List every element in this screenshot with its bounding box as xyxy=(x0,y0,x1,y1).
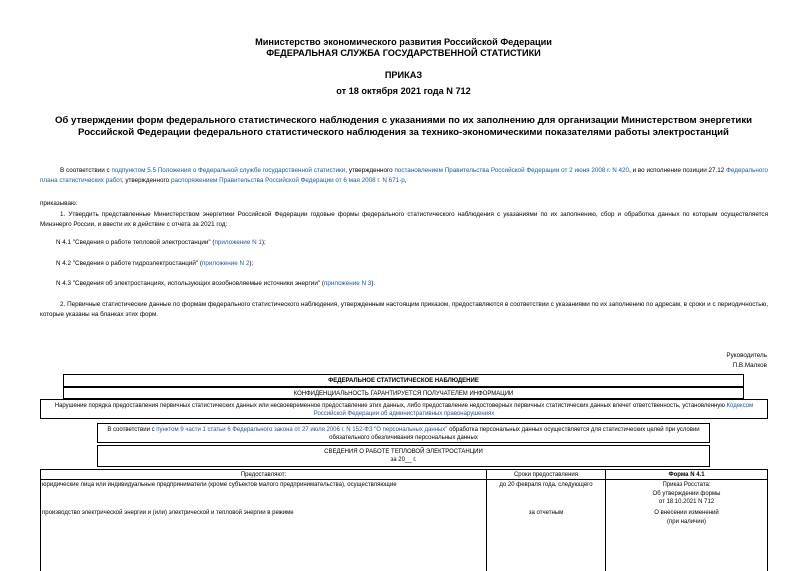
intro-text-4: , утвержденного xyxy=(121,177,171,184)
law-text-2: обработка персональных данных осуществляется для статистических целей при условии обязательного обезличивания персональных данных xyxy=(329,427,700,441)
form-item-4-2 xyxy=(56,259,756,269)
row1-providers: юридические лица или индивидуальные предприниматели (кроме субъектов малого предпринимательства), осуществляющие xyxy=(42,482,397,488)
report-year: за 20__ г. xyxy=(390,457,417,463)
signature-name: П.В.Малков xyxy=(732,362,767,369)
form-info-line-1: Приказ Росстата: xyxy=(662,482,711,488)
table-col-deadlines xyxy=(486,479,606,571)
form-4-2-end: ); xyxy=(249,260,254,267)
row1-deadline: до 20 февраля года, следующего xyxy=(499,482,593,488)
link-government-order-671[interactable]: распоряжением Правительства Российской Федерации от 6 мая 2008 г. N 671-р xyxy=(170,177,405,184)
row2-providers: производство электрической энергии и (или) электрической и тепловой энергии в режиме xyxy=(42,510,294,516)
table-header-form-number: Форма N 4.1 xyxy=(605,469,768,480)
intro-text-3: , и во исполнение позиции 27.12 xyxy=(629,167,727,174)
doc-type: ПРИКАЗ xyxy=(384,70,423,80)
form-info-line-3: от 18.10.2021 N 712 xyxy=(658,499,715,505)
form-info-line-5: (при наличии) xyxy=(667,519,706,525)
service-name: ФЕДЕРАЛЬНАЯ СЛУЖБА ГОСУДАРСТВЕННОЙ СТАТИСТИКИ xyxy=(266,48,541,58)
report-title-box xyxy=(97,445,710,467)
link-government-decree-420[interactable]: постановлением Правительства Российской Федерации от 2 июня 2008 г. N 420 xyxy=(394,167,630,174)
form-4-3-text: N 4.3 "Сведения об электростанциях, использующих возобновляемые источники энергии" ( xyxy=(56,280,324,287)
table-header-deadlines: Сроки предоставления xyxy=(486,469,606,480)
order-word: приказываю: xyxy=(40,200,78,207)
link-personal-data-law[interactable]: пунктом 9 части 1 статьи 6 Федерального закона от 27 июля 2006 г. N 152-ФЗ "О персональных данных" xyxy=(156,427,448,433)
link-federal-plan[interactable]: Федерального плана статистических работ xyxy=(40,167,768,184)
document-title: Об утверждении форм федерального статистического наблюдения с указаниями по их заполнению для организации Министерством энергетики Российской Федерации федерального статистического наблюдения за технико-экономическими показателями работы электростанций xyxy=(54,115,753,138)
form-4-2-text: N 4.2 "Сведения о работе гидроэлектростанций" ( xyxy=(56,260,202,267)
confidentiality-box: КОНФИДЕНЦИАЛЬНОСТЬ ГАРАНТИРУЕТСЯ ПОЛУЧАТЕЛЕМ ИНФОРМАЦИИ xyxy=(63,387,744,399)
violation-text: Нарушение порядка предоставления первичных статистических данных или несвоевременное предоставление этих данных, либо предоставление недостоверных первичных статистических данных влечет ответственность, установленную xyxy=(54,403,727,409)
form-item-4-1 xyxy=(56,238,756,248)
link-admin-code[interactable]: Кодексом Российской Федерации об административных правонарушениях xyxy=(313,403,754,417)
federal-observation-box: ФЕДЕРАЛЬНОЕ СТАТИСТИЧЕСКОЕ НАБЛЮДЕНИЕ xyxy=(63,374,744,387)
order-item-2: 2. Первичные статистические данные по формам федерального статистического наблюдения, утвержденным настоящим приказом, предоставляются в соответствии с указаниями по их заполнению по адресам, в сроки и с периодичностью, которые указаны на бланках этих форм. xyxy=(40,301,768,318)
row2-deadline: за отчетным xyxy=(528,510,564,516)
form-4-3-end: ). xyxy=(371,280,376,287)
personal-data-box xyxy=(97,423,710,443)
violation-box xyxy=(40,399,768,419)
order-item-1: 1. Утвердить представленные Министерством энергетики Российской Федерации годовые формы федерального статистического наблюдения с указаниями по их заполнению, сбор и обработка данных по которым осуществляется Минэнерго России, и ввести их в действие с отчета за 2021 год: xyxy=(40,211,768,228)
link-appendix-2[interactable]: приложение N 2 xyxy=(201,260,250,267)
table-col-providers xyxy=(40,479,487,571)
form-item-4-3 xyxy=(56,279,756,289)
intro-text-5: , xyxy=(404,177,407,184)
intro-paragraph xyxy=(40,166,768,186)
intro-text-1: В соответствии с xyxy=(60,167,112,174)
doc-date: от 18 октября 2021 года N 712 xyxy=(336,86,471,96)
law-text-1: В соответствии с xyxy=(107,427,157,433)
table-header-providers: Предоставляют: xyxy=(40,469,487,480)
link-subparagraph-5-5[interactable]: подпунктом 5.5 Положения о Федеральной службе государственной статистики xyxy=(111,167,346,174)
form-4-1-text: N 4.1 "Сведения о работе тепловой электростанции" ( xyxy=(56,239,215,246)
form-info-line-2: Об утверждении формы xyxy=(652,491,721,497)
ministry-name: Министерство экономического развития Российской Федерации xyxy=(255,37,552,47)
report-title: СВЕДЕНИЯ О РАБОТЕ ТЕПЛОВОЙ ЭЛЕКТРОСТАНЦИИ xyxy=(324,449,483,455)
link-appendix-3[interactable]: приложение N 3 xyxy=(323,280,372,287)
intro-text-2: , утвержденного xyxy=(345,167,395,174)
signature-role: Руководитель xyxy=(726,352,767,359)
link-appendix-1[interactable]: приложение N 1 xyxy=(214,239,262,246)
form-4-1-end: ); xyxy=(261,239,266,246)
form-info-line-4: О внесении изменений xyxy=(654,510,719,516)
